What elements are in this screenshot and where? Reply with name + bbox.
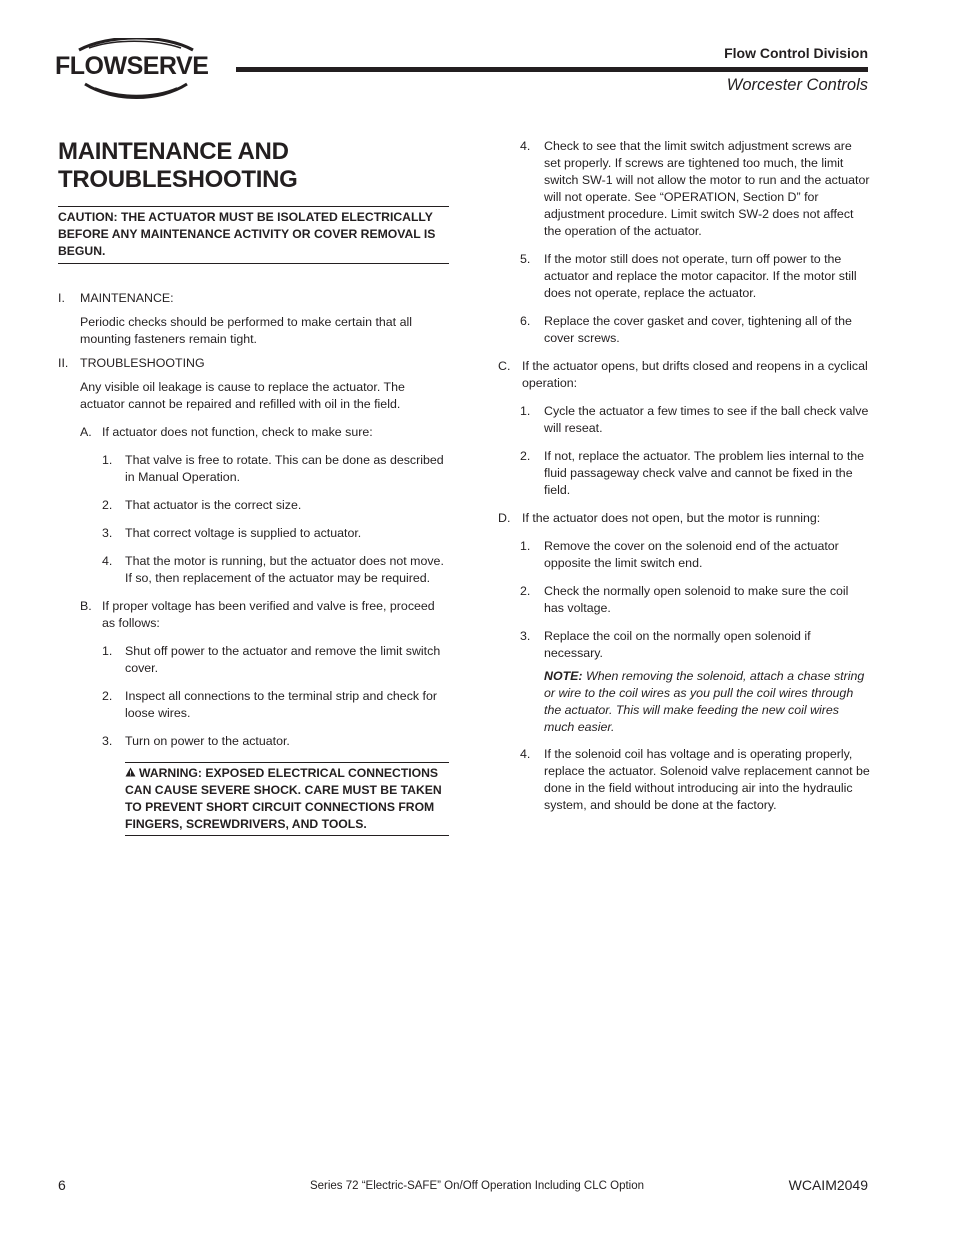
brand-label: Worcester Controls [726, 76, 868, 94]
list-item [520, 746, 870, 814]
item-text: Check the normally open solenoid to make sure the coil has voltage. [544, 584, 849, 615]
warning-text: WARNING: EXPOSED ELECTRICAL CONNECTIONS CAN CAUSE SEVERE SHOCK. CARE MUST BE TAKEN TO PREVENT SHORT CIRCUIT CONNECTIONS FROM FINGERS, SCREWDRIVERS, AND TOOLS. [125, 766, 442, 831]
item-letter: D. [498, 511, 511, 525]
list-item [102, 553, 449, 587]
list-item [102, 525, 449, 542]
item-letter: A. [80, 425, 92, 439]
item-text: If the actuator opens, but drifts closed and reopens in a cyclical operation: [522, 359, 868, 390]
item-number: 4. [520, 747, 531, 761]
series-title: Series 72 “Electric-SAFE” On/Off Operation Including CLC Option [309, 1180, 645, 1192]
item-text: Remove the cover on the solenoid end of the actuator opposite the limit switch end. [544, 539, 839, 570]
list-item [520, 313, 870, 347]
list-item [102, 452, 449, 486]
item-text: If the solenoid coil has voltage and is operating properly, replace the actuator. Solenoid valve replacement cannot be done in the field without introducing air into the hydraulic system, and should be done at the factory. [544, 747, 870, 812]
list-item [102, 497, 449, 514]
item-text: That correct voltage is supplied to actuator. [125, 526, 362, 540]
header-rule [236, 67, 868, 72]
list-item [520, 538, 870, 572]
list-item [102, 688, 449, 722]
item-number: 1. [520, 404, 531, 418]
item-D [498, 510, 870, 527]
note-block [544, 668, 870, 736]
item-letter: C. [498, 359, 511, 373]
item-text: If actuator does not function, check to make sure: [102, 425, 373, 439]
item-text: Shut off power to the actuator and remove the limit switch cover. [125, 644, 441, 675]
item-letter: B. [80, 599, 92, 613]
document-number: WCAIM2049 [788, 1177, 868, 1193]
list-item [520, 251, 870, 302]
flowserve-logo [55, 38, 215, 100]
division-label: Flow Control Division [724, 45, 868, 61]
item-B [80, 598, 449, 632]
list-item [520, 138, 870, 240]
item-number: 2. [520, 584, 531, 598]
section-troubleshooting [58, 355, 449, 372]
item-number: 2. [102, 689, 113, 703]
item-text: If the actuator does not open, but the motor is running: [522, 511, 821, 525]
item-number: 1. [102, 453, 113, 467]
warning-box [125, 762, 449, 836]
item-number: 6. [520, 314, 531, 328]
item-text: Replace the coil on the normally open solenoid if necessary. [544, 629, 811, 660]
item-number: 4. [520, 139, 531, 153]
page-number: 6 [58, 1177, 66, 1193]
warning-triangle-icon [125, 765, 139, 782]
list-item [520, 403, 870, 437]
caution-box: CAUTION: THE ACTUATOR MUST BE ISOLATED ELECTRICALLY BEFORE ANY MAINTENANCE ACTIVITY OR COVER REMOVAL IS BEGUN. [58, 206, 449, 264]
list-item [520, 448, 870, 499]
item-number: 3. [102, 526, 113, 540]
section-label: TROUBLESHOOTING [80, 356, 205, 370]
right-column [498, 138, 870, 825]
item-number: 4. [102, 554, 113, 568]
note-label: NOTE: [544, 669, 583, 683]
logo-wordmark: FLOWSERVE [55, 52, 209, 80]
item-number: 3. [102, 734, 113, 748]
item-text: That actuator is the correct size. [125, 498, 302, 512]
list-item [102, 733, 449, 750]
item-text: That the motor is running, but the actuator does not move. If so, then replacement of the actuator may be required. [125, 554, 444, 585]
page-title: MAINTENANCE AND TROUBLESHOOTING [58, 138, 298, 193]
note-text: When removing the solenoid, attach a chase string or wire to the coil wires as you pull the coil wires through the actuator. This will make feeding the new coil wires much easier. [544, 669, 865, 734]
item-number: 1. [102, 644, 113, 658]
item-text: That valve is free to rotate. This can be done as described in Manual Operation. [125, 453, 444, 484]
left-column [58, 138, 449, 836]
item-number: 2. [102, 498, 113, 512]
section-number: I. [58, 291, 65, 305]
item-A [80, 424, 449, 441]
item-text: If proper voltage has been verified and valve is free, proceed as follows: [102, 599, 435, 630]
item-C [498, 358, 870, 392]
item-text: Inspect all connections to the terminal strip and check for loose wires. [125, 689, 437, 720]
item-number: 1. [520, 539, 531, 553]
item-number: 2. [520, 449, 531, 463]
item-text: If not, replace the actuator. The problem lies internal to the fluid passageway check valve and cannot be fixed in the field. [544, 449, 865, 497]
item-text: Cycle the actuator a few times to see if the ball check valve will reseat. [544, 404, 869, 435]
maintenance-paragraph: Periodic checks should be performed to make certain that all mounting fasteners remain tight. [80, 315, 412, 346]
item-text: Check to see that the limit switch adjustment screws are set properly. If screws are tightened too much, the limit switch SW-1 will not allow the motor to run and the actuator will not operate. See “OPERATION, Section D” for adjustment procedure. Limit switch SW-2 does not affect the operation of the actuator. [544, 139, 870, 238]
list-item [520, 583, 870, 617]
item-number: 5. [520, 252, 531, 266]
item-text: Turn on power to the actuator. [125, 734, 290, 748]
list-item [520, 628, 870, 662]
item-text: Replace the cover gasket and cover, tightening all of the cover screws. [544, 314, 852, 345]
section-label: MAINTENANCE: [80, 291, 174, 305]
section-maintenance [58, 290, 449, 307]
item-number: 3. [520, 629, 531, 643]
section-number: II. [58, 356, 69, 370]
item-text: If the motor still does not operate, turn off power to the actuator and replace the motor capacitor. If the motor still does not operate, replace the actuator. [544, 252, 857, 300]
troubleshooting-paragraph: Any visible oil leakage is cause to replace the actuator. The actuator cannot be repaired and refilled with oil in the field. [80, 380, 405, 411]
list-item [102, 643, 449, 677]
